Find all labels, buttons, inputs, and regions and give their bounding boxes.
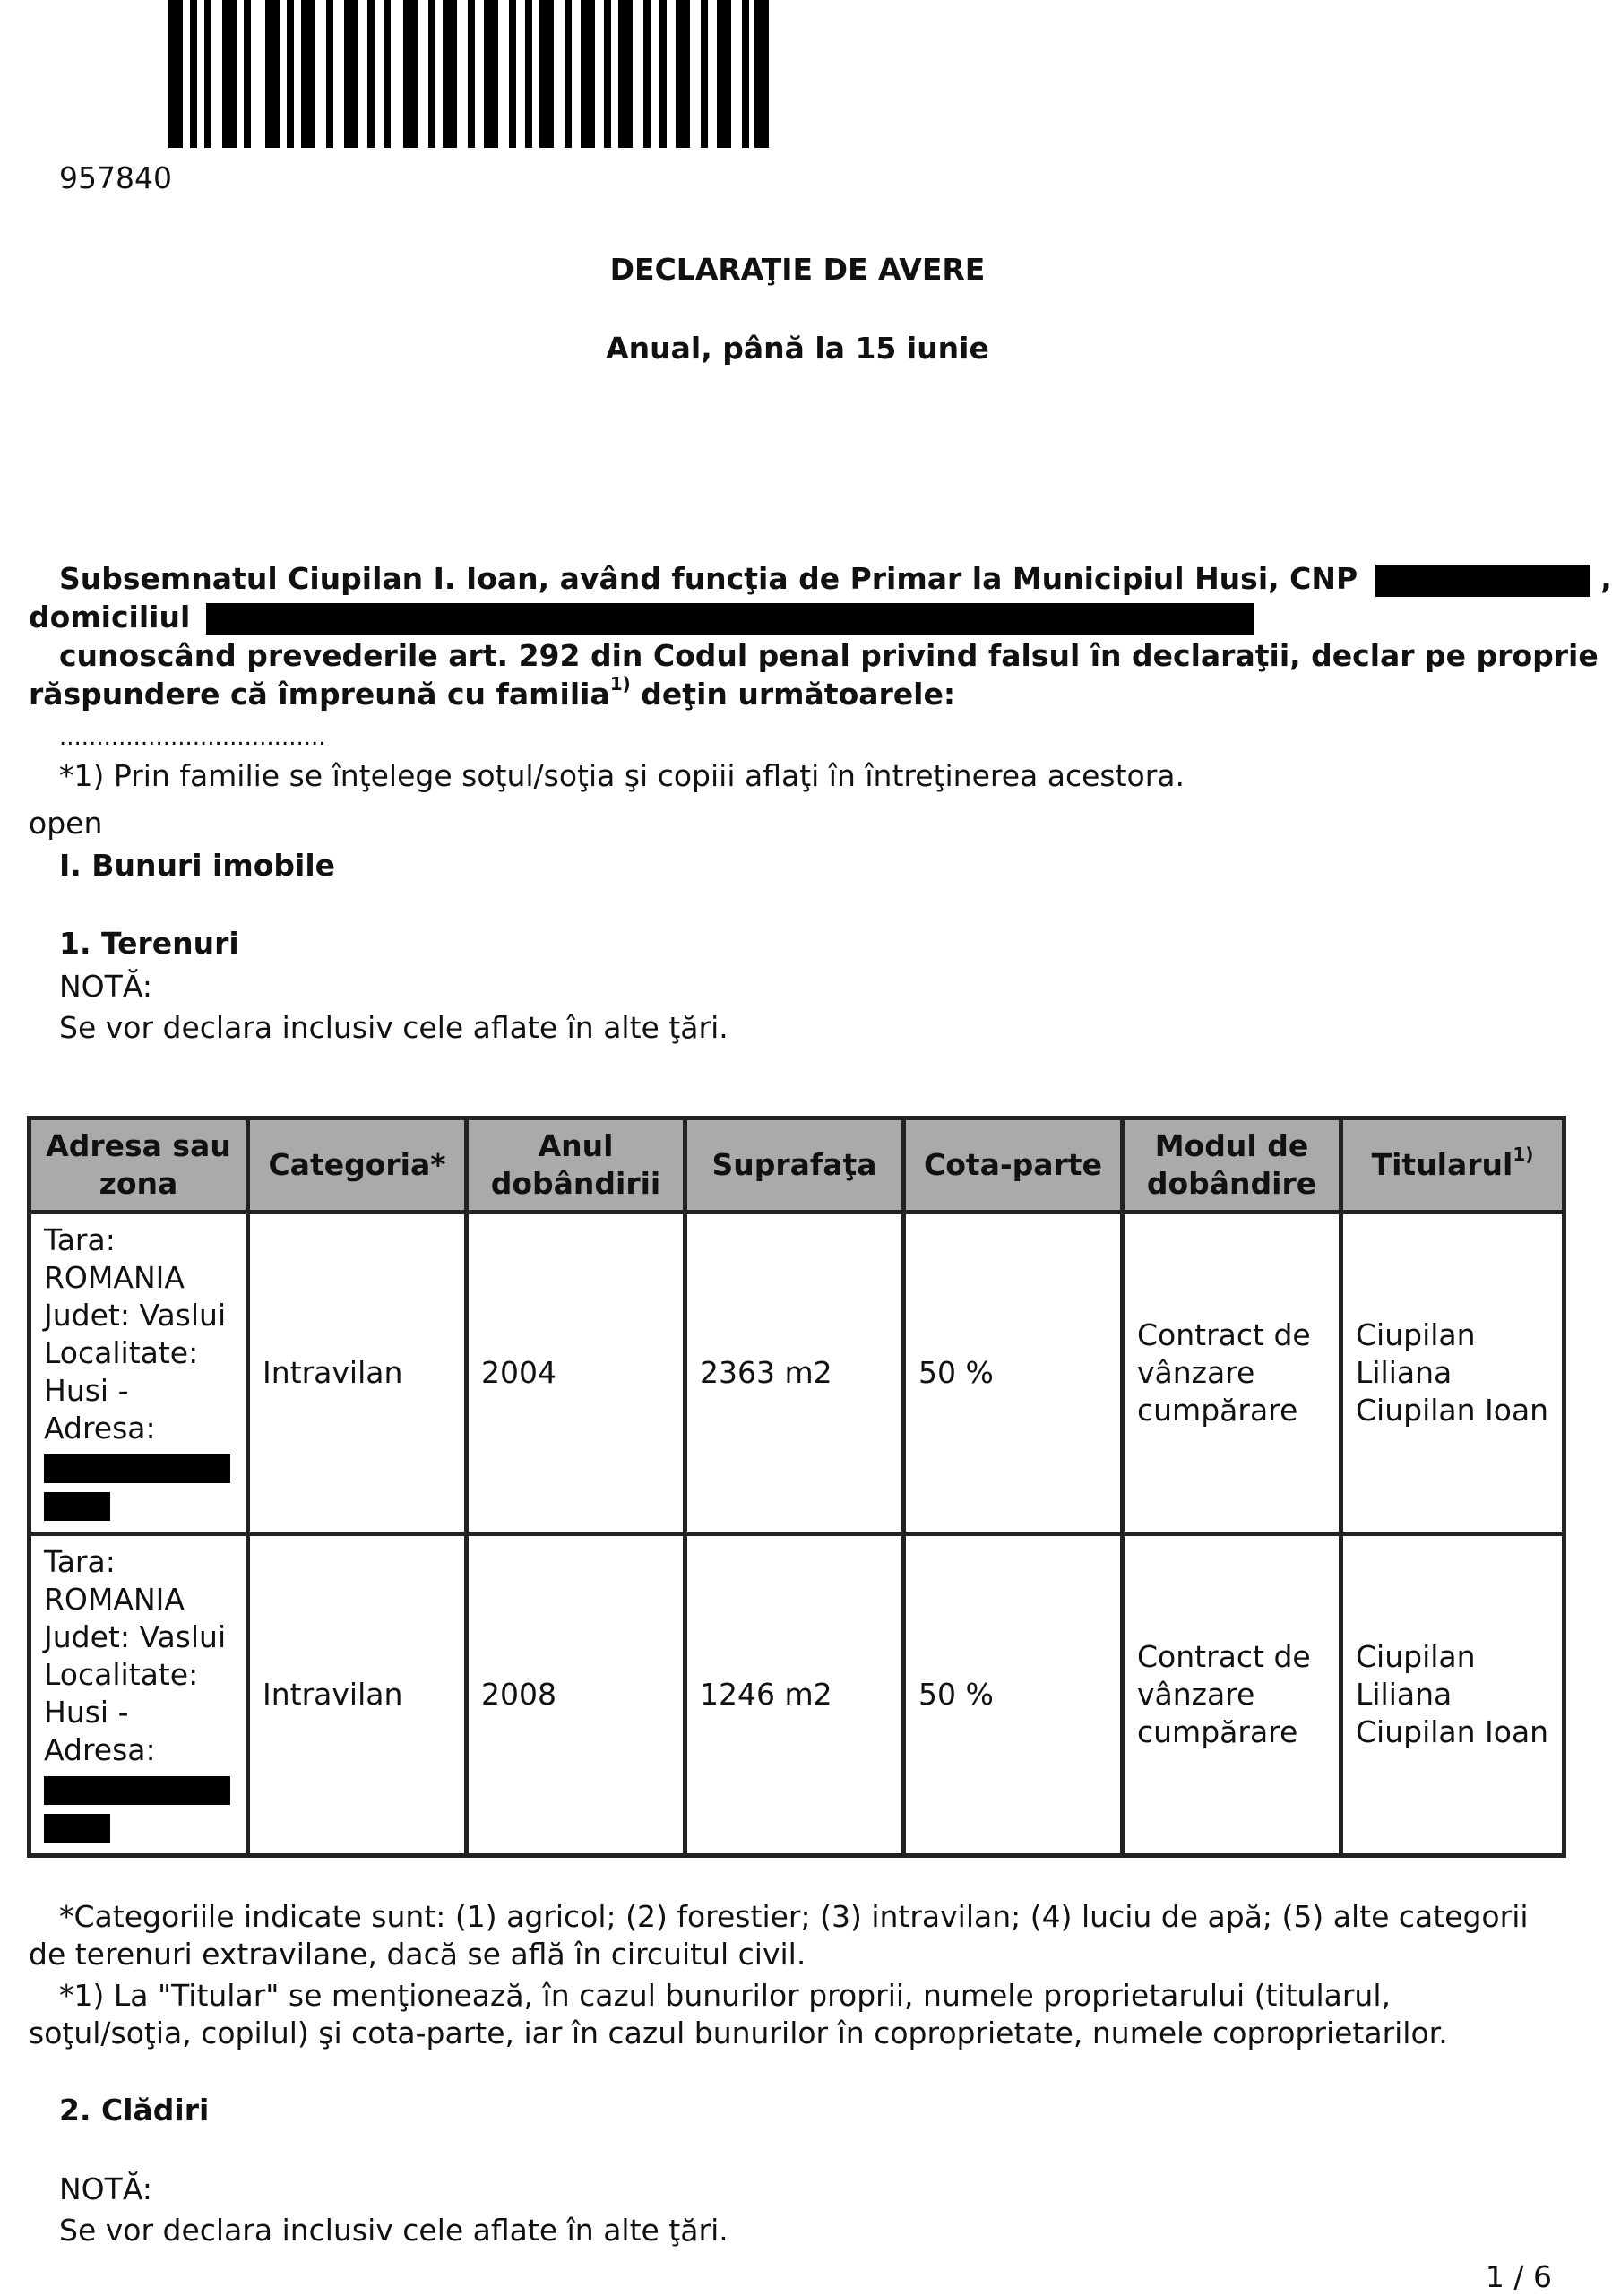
cell-anul: 2004 [467,1213,685,1534]
cell-modul: Contract de vânzare cumpărare [1123,1534,1341,1856]
document-subtitle: Anual, până la 15 iunie [606,331,989,366]
family-footnote: *1) Prin familie se înţelege soţul/soţia şi copiii aflaţi în întreţinerea acestora. [59,758,1185,793]
cell-categoria: Intravilan [248,1534,467,1856]
cell-adresa [30,1534,248,1856]
declaration-text-a: răspundere că împreună cu familia [29,677,610,712]
table-header-row [30,1118,1565,1213]
cell-cota: 50 % [904,1213,1123,1534]
note-label: NOTĂ: [59,2171,152,2206]
header-categoria: Categoria* [248,1118,467,1213]
address-redaction [44,1454,230,1483]
dotted-line: .................................... [59,724,326,751]
address-text: Tara: ROMANIA Judet: Vaslui Localitate: Husi - Adresa: [44,1222,227,1446]
declarant-comma: , [1600,561,1612,596]
cell-modul: Contract de vânzare cumpărare [1123,1213,1341,1534]
header-titular [1341,1118,1565,1213]
section-title-terenuri: 1. Terenuri [59,926,239,961]
address-redaction [44,1492,110,1521]
address-redaction [44,1814,110,1843]
document-number: 957840 [59,160,172,195]
note-text: Se vor declara inclusiv cele aflate în alte ţări. [59,2213,728,2248]
header-titular-text: Titularul [1371,1147,1513,1182]
table-row [30,1534,1565,1856]
cell-adresa [30,1213,248,1534]
declarant-line [59,560,1612,598]
cell-suprafata: 1246 m2 [685,1534,904,1856]
cell-suprafata: 2363 m2 [685,1213,904,1534]
header-cota: Cota-parte [904,1118,1123,1213]
terenuri-table [27,1116,1566,1858]
section-title-bunuri-imobile: I. Bunuri imobile [59,848,336,883]
open-marker: open [29,806,103,841]
cell-categoria: Intravilan [248,1213,467,1534]
declaration-text-b: deţin următoarele: [630,677,956,712]
categories-footnote: *Categoriile indicate sunt: (1) agricol; (2) forestier; (3) intravilan; (4) luciu de apă; (5) alte categorii de terenuri extravilane, dacă se află în circuitul civil. [29,1899,1529,1972]
footnote-marker: 1) [609,673,631,695]
note-label: NOTĂ: [59,969,152,1004]
cell-cota: 50 % [904,1534,1123,1856]
note-text: Se vor declara inclusiv cele aflate în alte ţări. [59,1010,728,1045]
titular-footnote: *1) La "Titular" se menţionează, în cazul bunurilor proprii, numele proprietarului (titularul, soţul/soţia, copilul) şi cota-parte, iar în cazul bunurilor în coproprietate, numele coproprietarilor. [29,1978,1448,2050]
page-number: 1 / 6 [1485,2259,1552,2294]
header-adresa: Adresa sau zona [30,1118,248,1213]
barcode [168,0,769,148]
address-redaction [44,1776,230,1805]
cnp-redaction [1375,565,1590,597]
header-suprafata: Suprafaţa [685,1118,904,1213]
domicile-redaction [206,603,1254,635]
cell-anul: 2008 [467,1534,685,1856]
table-row [30,1213,1565,1534]
cell-titular: Ciupilan Liliana Ciupilan Ioan [1341,1534,1565,1856]
declaration-line [29,673,956,713]
domicile-line [29,599,1254,636]
legal-line: cunoscând prevederile art. 292 din Codul penal privind falsul în declaraţii, declar pe proprie [59,638,1599,673]
domicile-label: domiciliul [29,600,191,634]
address-text: Tara: ROMANIA Judet: Vaslui Localitate: Husi - Adresa: [44,1544,227,1767]
cell-titular: Ciupilan Liliana Ciupilan Ioan [1341,1213,1565,1534]
document-title: DECLARAŢIE DE AVERE [609,252,986,287]
header-titular-marker: 1) [1513,1144,1534,1165]
header-modul: Modul de dobândire [1123,1118,1341,1213]
header-anul: Anul dobândirii [467,1118,685,1213]
declarant-text: Subsemnatul Ciupilan I. Ioan, având funcţia de Primar la Municipiul Husi, CNP [59,561,1358,596]
section-title-cladiri: 2. Clădiri [59,2093,210,2128]
